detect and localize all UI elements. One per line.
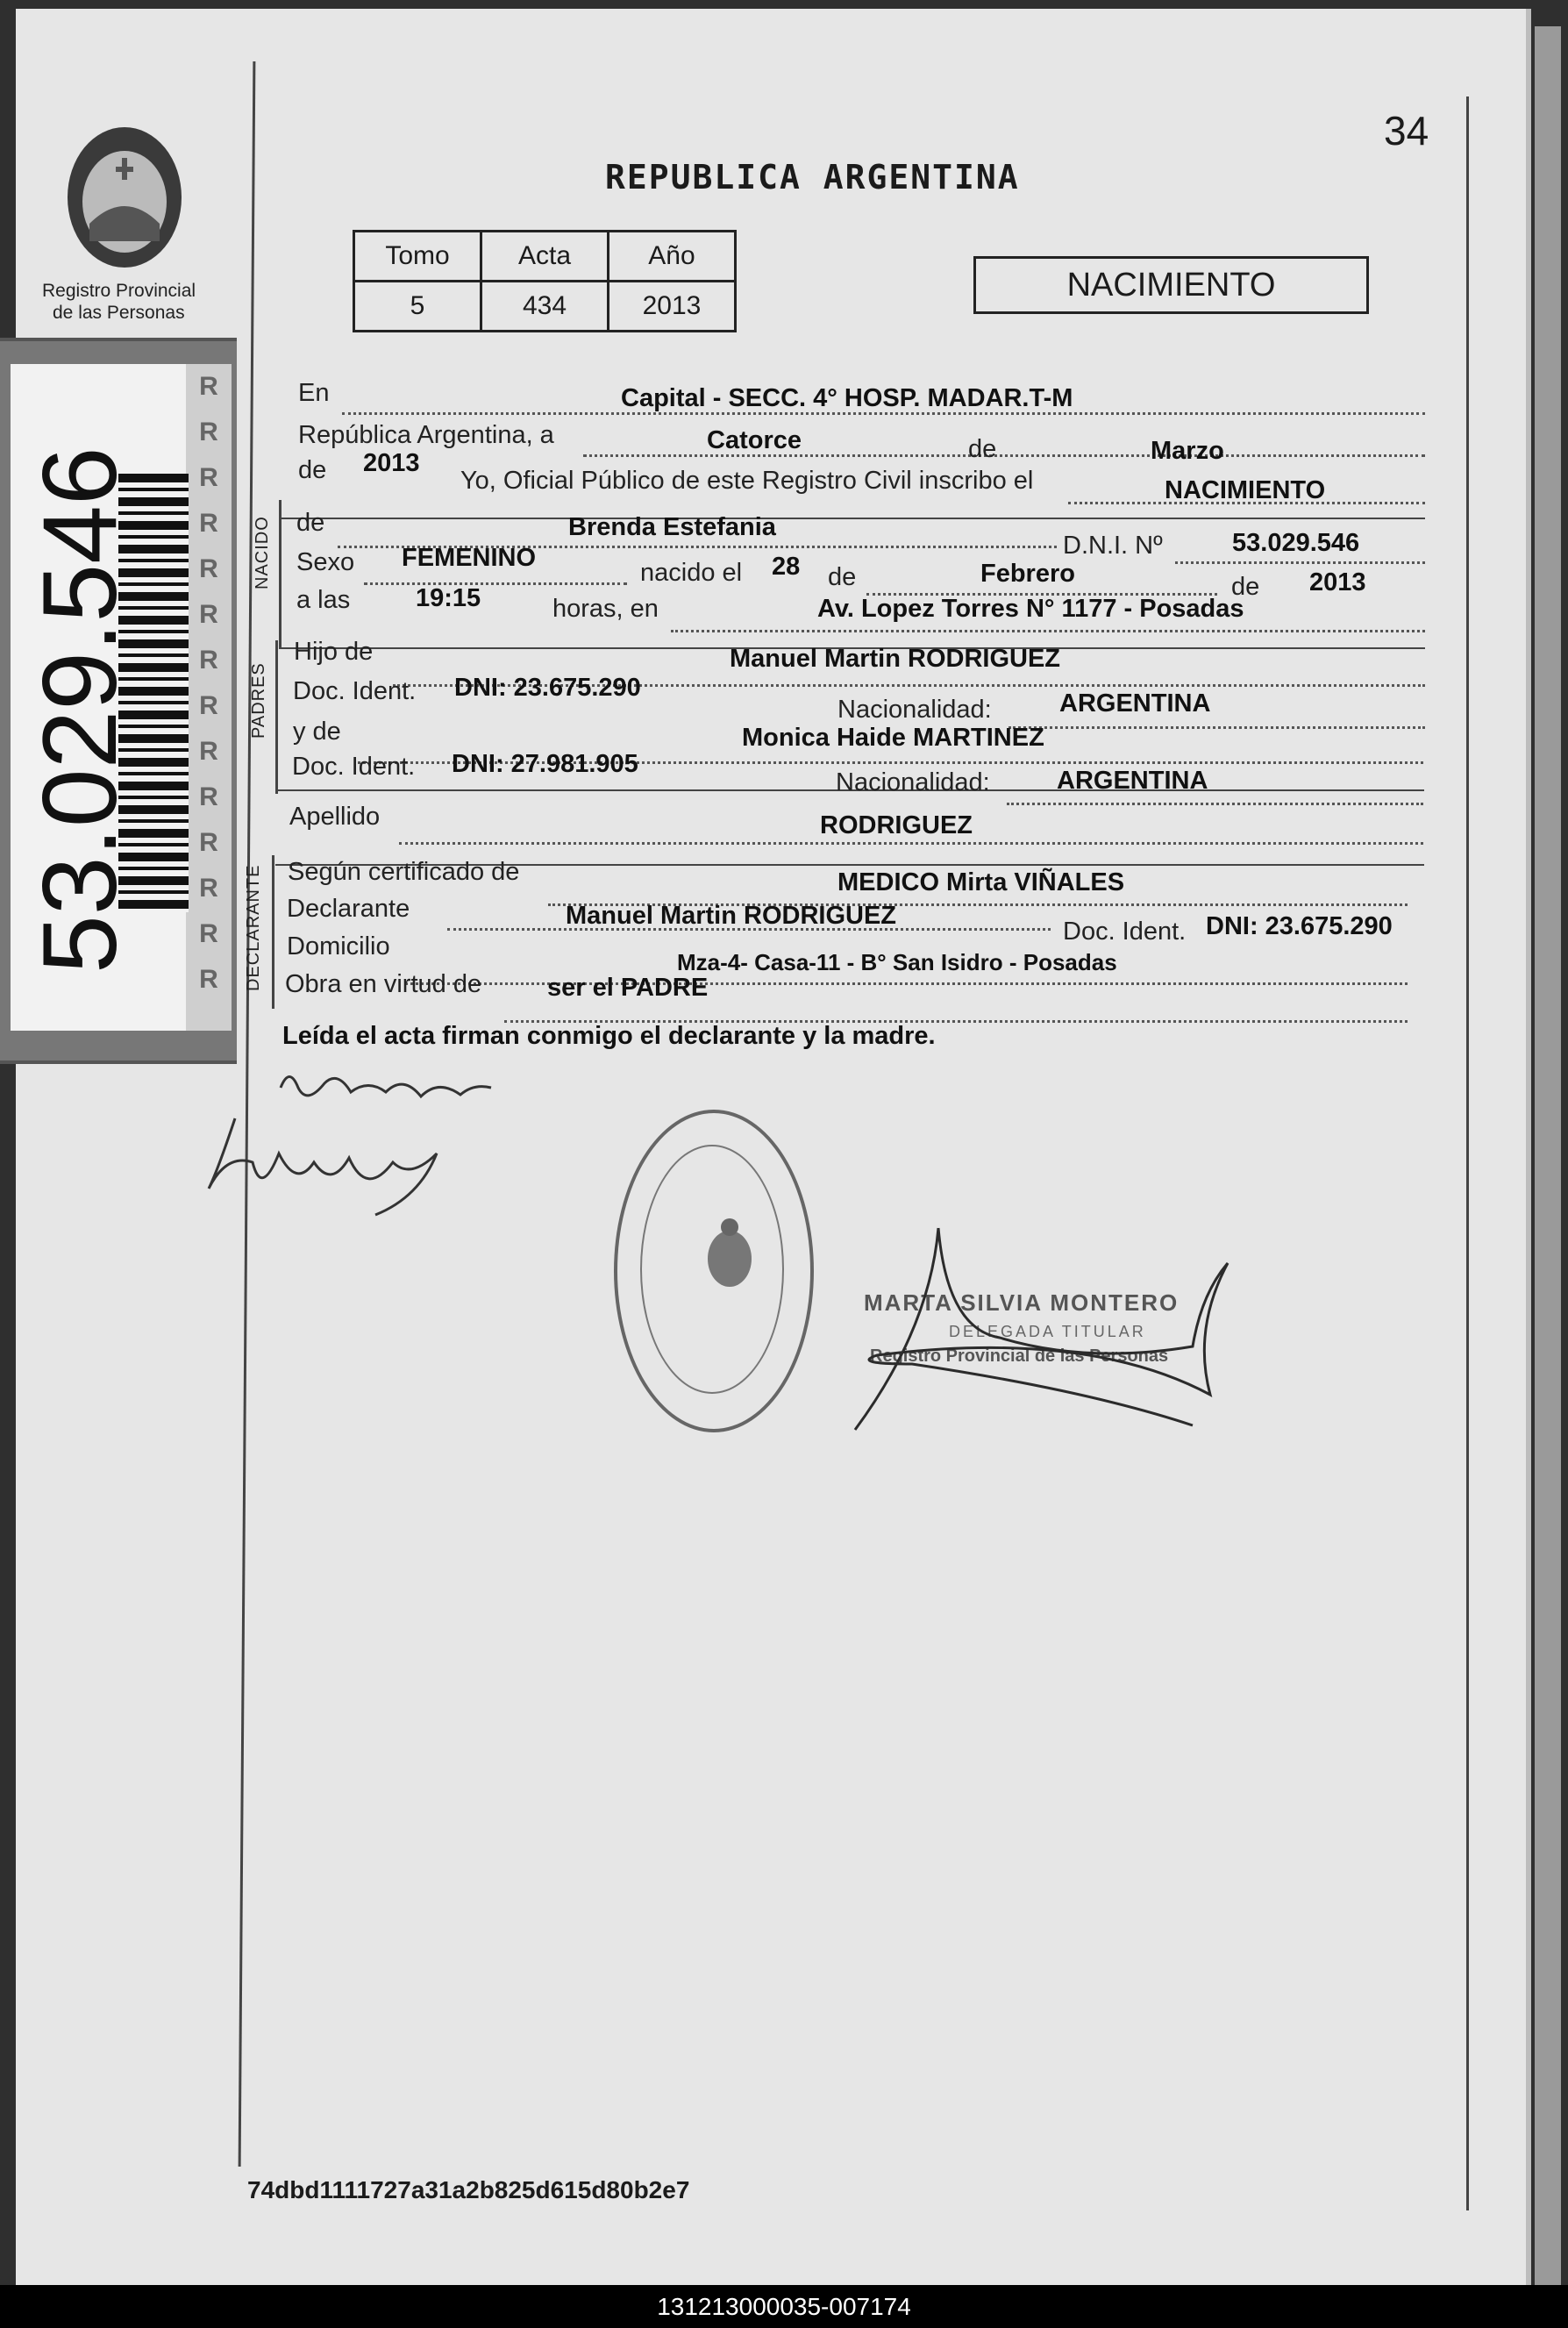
madre-nac-value: ARGENTINA xyxy=(1057,767,1208,795)
sexo-dots xyxy=(364,582,627,585)
nacido-bar xyxy=(279,500,282,649)
dni-dots xyxy=(1175,561,1425,564)
nac-ano-value: 2013 xyxy=(1309,568,1366,596)
mes-value: Marzo xyxy=(1151,437,1224,465)
certificado-label: Según certificado de xyxy=(288,858,520,886)
horas-en-label: horas, en xyxy=(552,595,659,623)
ano-inscripcion-value: 2013 xyxy=(363,449,420,477)
en-value: Capital - SECC. 4° HOSP. MADAR.T-M xyxy=(621,384,1073,412)
official-signature-icon xyxy=(824,1224,1237,1434)
tomo-value: 5 xyxy=(354,282,481,332)
declarante-label: Declarante xyxy=(287,895,410,923)
lugar-dots xyxy=(671,630,1425,632)
madre-value: Monica Haide MARTINEZ xyxy=(742,724,1044,752)
padre-doc-label: Doc. Ident. xyxy=(293,677,417,705)
ano-header: Año xyxy=(609,232,736,282)
declarante-bar xyxy=(272,855,274,1009)
section-label-padres: PADRES xyxy=(249,662,268,739)
nac-dia-value: 28 xyxy=(772,553,801,581)
tomo-acta-ano-table xyxy=(353,230,737,332)
madre-nac-dots xyxy=(1007,803,1423,805)
y-de-label: y de xyxy=(293,718,341,746)
apellido-label: Apellido xyxy=(289,803,381,831)
inscribo-value: NACIMIENTO xyxy=(1165,476,1326,504)
domicilio-value: Mza-4- Casa-11 - B° San Isidro - Posadas xyxy=(677,949,1117,975)
section-label-declarante: DECLARANTE xyxy=(244,864,263,991)
a-las-label: a las xyxy=(296,586,351,614)
dni-label: D.N.I. Nº xyxy=(1063,532,1163,560)
de3-label: de xyxy=(296,509,325,537)
apellido-dots xyxy=(399,842,1423,845)
dni-value: 53.029.546 xyxy=(1232,529,1360,557)
hijo-label: Hijo de xyxy=(294,638,374,666)
nac-mes-value: Febrero xyxy=(980,560,1075,588)
official-name: MARTA SILVIA MONTERO xyxy=(864,1289,1180,1316)
acta-value: 434 xyxy=(481,282,609,332)
nombre-value: Brenda Estefania xyxy=(568,513,776,541)
madre-doc-value: DNI: 27.981.905 xyxy=(452,750,638,778)
padre-nacionalidad-label: Nacionalidad: xyxy=(837,696,992,724)
argentina-coat-of-arms-icon xyxy=(699,1215,760,1294)
madre-nacionalidad-label: Nacionalidad: xyxy=(836,768,990,796)
sexo-value: FEMENINO xyxy=(402,544,537,572)
de2-label: de xyxy=(298,456,327,484)
republica-label: República Argentina, a xyxy=(298,421,554,449)
section-label-nacido: NACIDO xyxy=(253,516,272,589)
logo-caption-1: Registro Provincial xyxy=(42,281,196,301)
lugar-value: Av. Lopez Torres N° 1177 - Posadas xyxy=(817,595,1244,623)
madre-doc-label: Doc. Ident. xyxy=(292,753,416,781)
barcode-number: 53.029.546 xyxy=(21,446,139,974)
security-r-strip: R R R R R R R R R R R R R R xyxy=(186,364,232,1031)
padres-bar xyxy=(275,640,278,794)
de-label: de xyxy=(968,435,997,463)
declarante-value: Manuel Martin RODRIGUEZ xyxy=(566,902,897,930)
domicilio-label: Domicilio xyxy=(287,932,390,960)
document-type-box: NACIMIENTO xyxy=(973,256,1369,314)
logo-caption-2: de las Personas xyxy=(53,303,185,323)
apellido-value: RODRIGUEZ xyxy=(820,811,973,839)
obra-label: Obra en virtud de xyxy=(285,970,482,998)
closing-statement: Leída el acta firman conmigo el declarante y la madre. xyxy=(282,1022,936,1050)
nacido-label: nacido el xyxy=(640,559,743,587)
padre-value: Manuel Martin RODRIGUEZ xyxy=(730,645,1061,673)
certificado-value: MEDICO Mirta VIÑALES xyxy=(837,868,1125,896)
province-seal-icon xyxy=(54,118,195,276)
signature-martinez-icon xyxy=(200,1101,463,1224)
page-edge xyxy=(1535,26,1561,2285)
hora-value: 19:15 xyxy=(416,584,481,612)
de5-label: de xyxy=(1231,573,1260,601)
right-rule xyxy=(1466,96,1469,2210)
padre-nac-dots xyxy=(1009,726,1425,729)
padre-doc-value: DNI: 23.675.290 xyxy=(454,674,641,702)
footer-code: 131213000035-007174 xyxy=(0,2285,1568,2328)
page-number: 34 xyxy=(1384,108,1429,154)
acta-header: Acta xyxy=(481,232,609,282)
declarante-doc-label: Doc. Ident. xyxy=(1063,918,1187,946)
sep-line-1 xyxy=(281,518,1425,519)
document-title: REPUBLICA ARGENTINA xyxy=(605,158,1020,196)
obra-value: ser el PADRE xyxy=(547,974,709,1002)
en-label: En xyxy=(298,379,330,407)
dia-value: Catorce xyxy=(707,426,802,454)
padre-nac-value: ARGENTINA xyxy=(1059,689,1211,718)
official-org: Registro Provincial de las Personas xyxy=(870,1346,1169,1366)
sexo-label: Sexo xyxy=(296,548,355,576)
ano-value: 2013 xyxy=(609,282,736,332)
official-role: DELEGADA TITULAR xyxy=(949,1323,1146,1340)
tomo-header: Tomo xyxy=(354,232,481,282)
document-hash: 74dbd1111727a31a2b825d615d80b2e7 xyxy=(247,2176,690,2203)
declarante-doc-value: DNI: 23.675.290 xyxy=(1206,912,1393,940)
de4-label: de xyxy=(828,563,857,591)
inscribo-label: Yo, Oficial Público de este Registro Civil inscribo el xyxy=(460,467,1034,495)
